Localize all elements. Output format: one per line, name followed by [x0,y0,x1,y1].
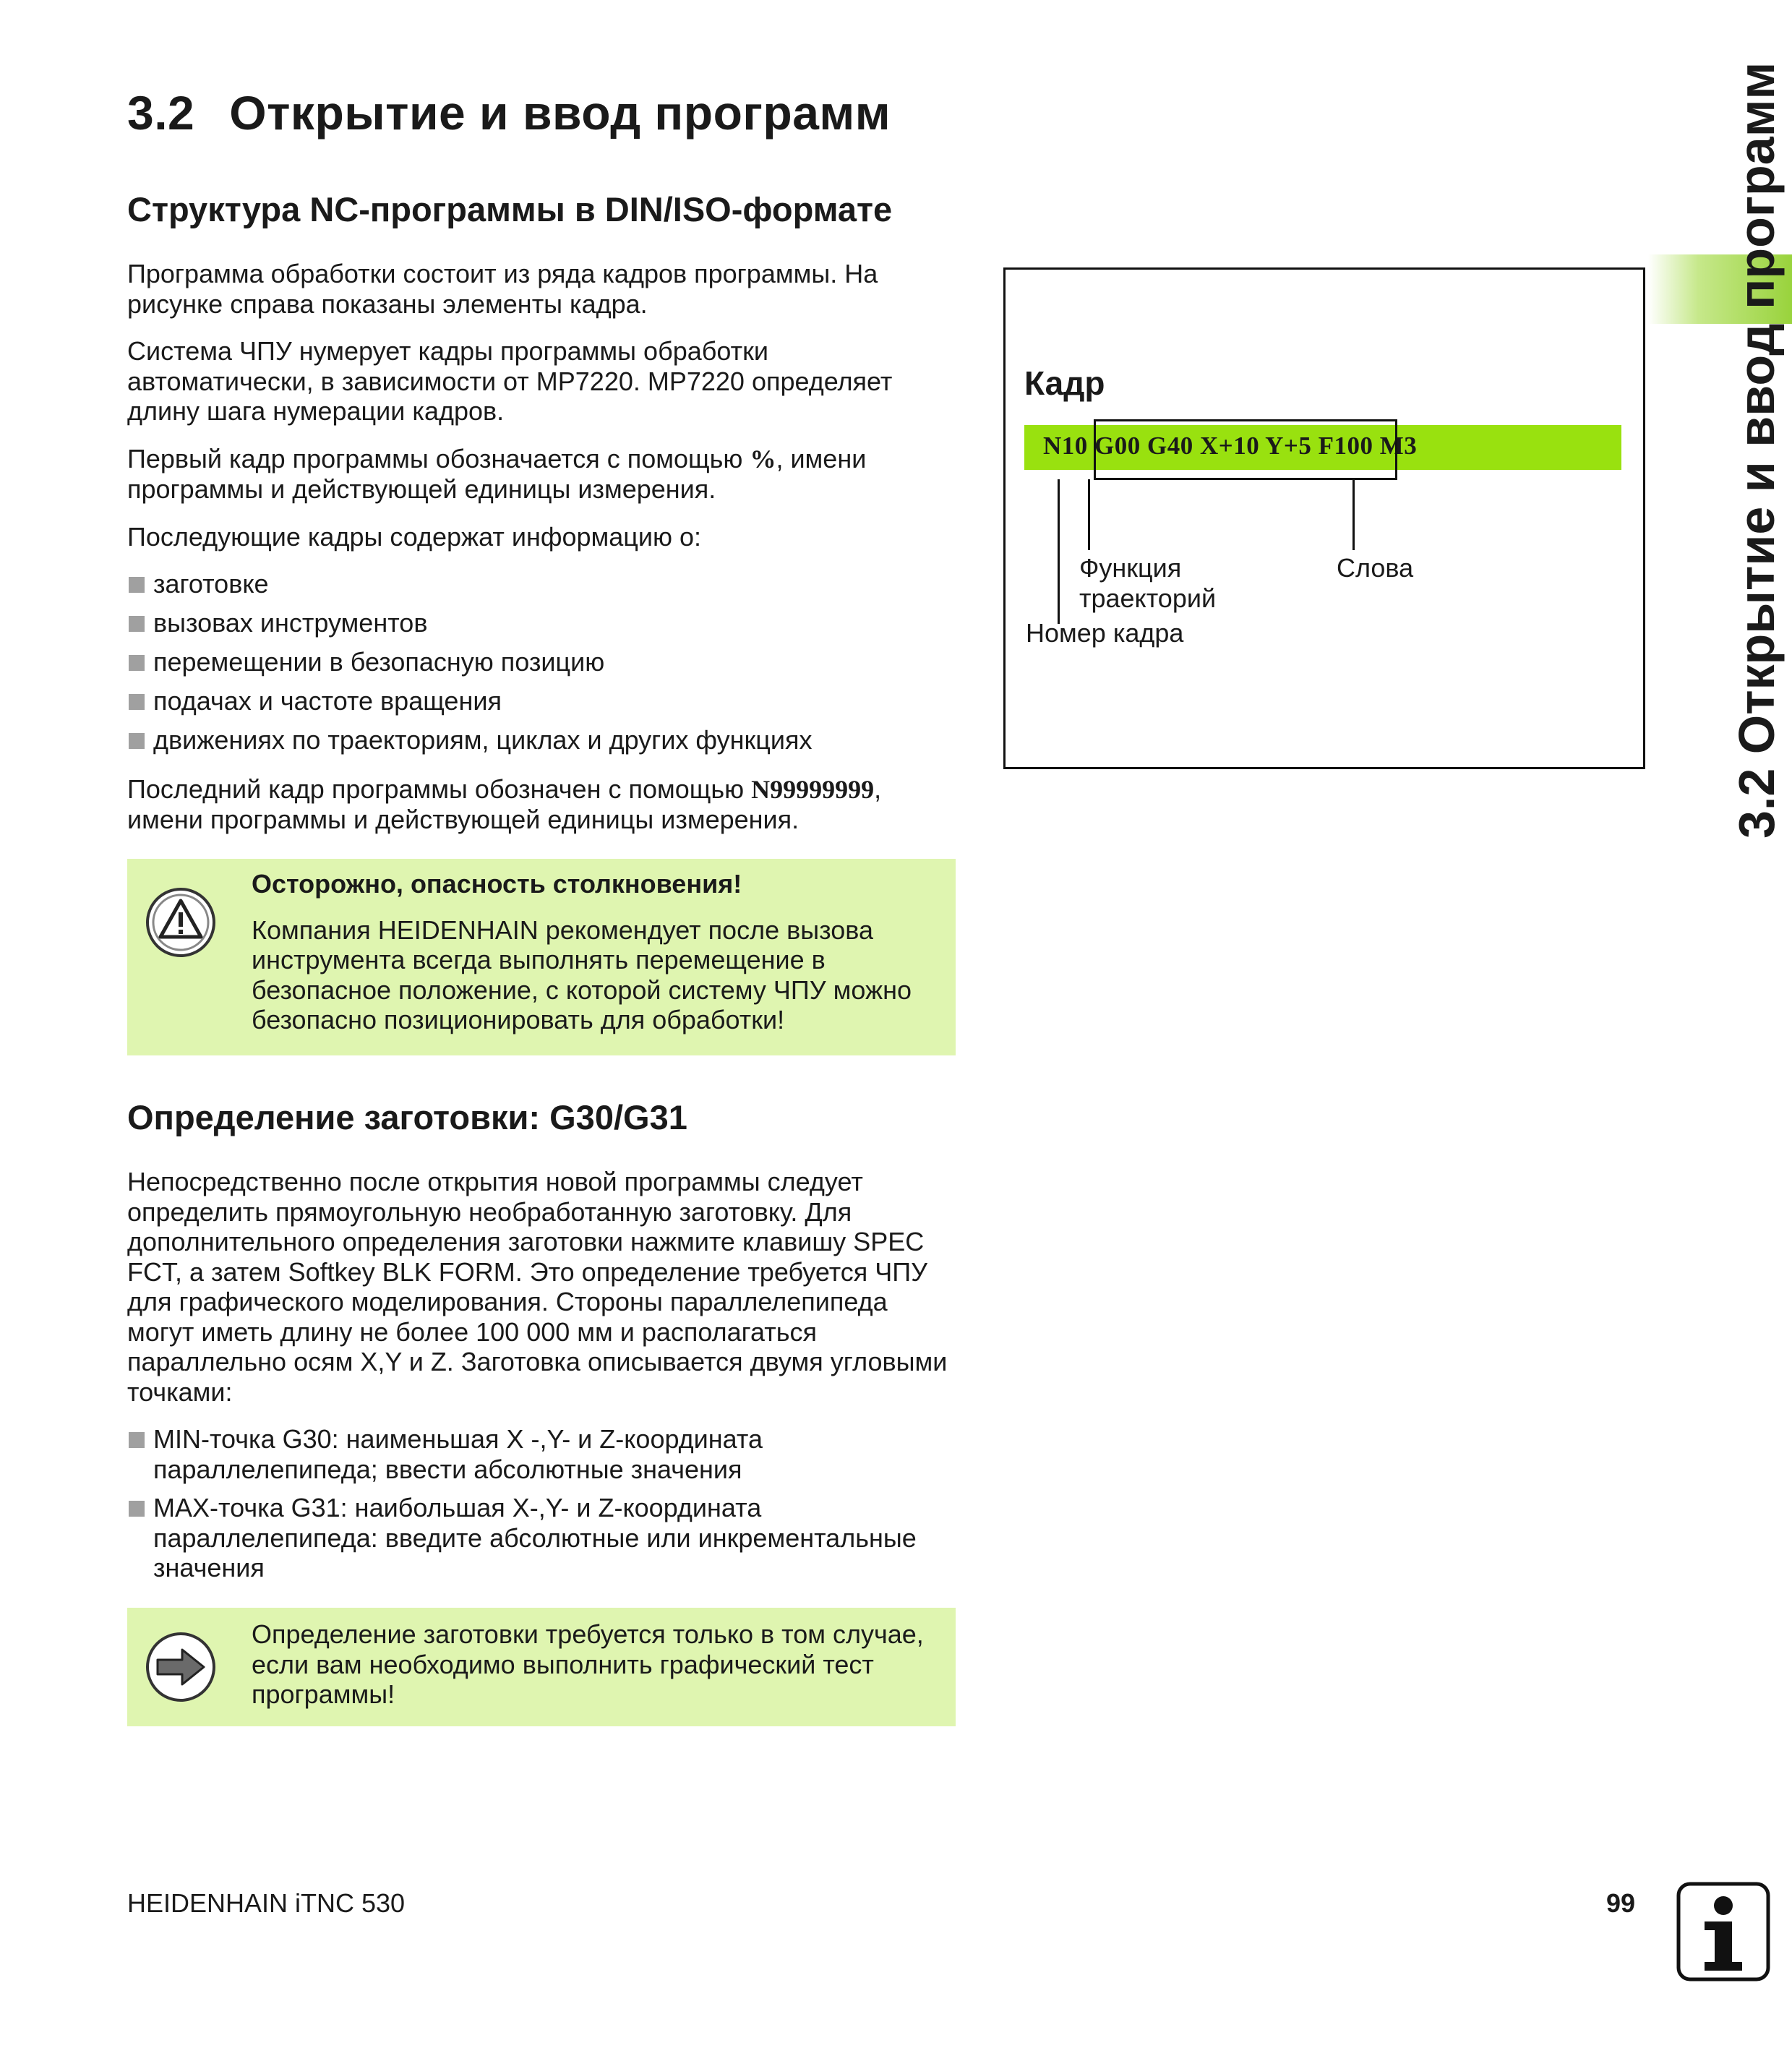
paragraph [127,774,959,835]
bullet-square-icon [129,733,145,749]
list-item-text: вызовах инструментов [153,608,428,638]
blank-def-heading: Определение заготовки: G30/G31 [127,1098,687,1136]
page-number: 99 [1606,1888,1636,1918]
path-function-label: Функция траекторий [1079,553,1217,613]
warning-text-block [252,869,938,1035]
paragraph: Система ЧПУ нумерует кадры программы обработки автоматически, в зависимости от MP7220. MP7220 определяет длину шага нумерации кадров. [127,336,893,426]
warning-note [127,859,956,1055]
list-item-text: перемещении в безопасную позицию [153,647,605,677]
words-pointer [1352,479,1355,550]
side-chapter-title: 3.2 Открытие и ввод программ [1728,61,1785,839]
list-item-text: движениях по траекториям, циклах и других функциях [153,725,813,755]
bullet-square-icon [129,616,145,632]
section-title: Открытие и ввод программ [229,86,891,140]
text: Первый кадр программы обозначается с помощью [127,443,750,474]
bullet-square-icon [129,694,145,710]
list-item-text: MAX-точка G31: наибольшая X-,Y- и Z-координата параллелепипеда: введите абсолютные или инкрементальные значения [153,1493,917,1582]
words-label: Слова [1337,553,1414,583]
list-item [127,686,959,716]
warning-title: Осторожно, опасность столкновения! [252,869,742,899]
bullet-square-icon [129,577,145,593]
list-item [127,1493,959,1583]
list-item [127,1424,959,1484]
warning-text: Компания HEIDENHAIN рекомендует после вызова инструмента всегда выполнять перемещение в безопасное положение, с которой систему ЧПУ можно безопасно позиционировать для обработки! [252,914,912,1034]
paragraph: Программа обработки состоит из ряда кадров программы. На рисунке справа показаны элементы кадра. [127,259,878,319]
list-item [127,569,959,599]
last-block-code: N99999999 [751,774,875,804]
block-number-label: Номер кадра [1026,618,1184,648]
bullet-square-icon [129,1432,145,1448]
hint-text: Определение заготовки требуется только в том случае, если вам необходимо выполнить графический тест программы! [252,1619,924,1709]
blank-def-body [127,1167,959,1583]
path-function-pointer [1088,479,1090,550]
block-figure [1003,267,1645,769]
text: , имени программы и действующей единицы измерения. [127,443,867,504]
paragraph: Непосредственно после открытия новой программы следует определить прямоугольную необработанную заготовку. Для дополнительного определения заготовки нажмите клавишу SPEC FCT, а затем Softkey BLK FORM. Это определение требуется ЧПУ для графического моделирования. Стороны параллелепипеда могут иметь длину не более 100 000 мм и располагаться параллельно осям X,Y и Z. Заготовка описывается двумя угловыми точками: [127,1167,948,1407]
arrow-right-icon [145,1631,217,1703]
corner-points-list [127,1424,959,1583]
page-title [127,85,891,140]
bullet-square-icon [129,1501,145,1517]
figure-title: Кадр [1024,364,1105,402]
text: Последний кадр программы обозначен с помощью [127,774,752,804]
list-item-text: заготовке [153,569,269,599]
block-number-pointer [1058,479,1060,624]
text: , имени программы и действующей единицы измерения. [127,774,882,834]
warning-triangle-icon [145,886,217,959]
paragraph: Последующие кадры содержат информацию о: [127,521,702,552]
din-structure-body [127,259,959,835]
list-item [127,647,959,677]
bullet-square-icon [129,655,145,671]
block-code: N10 G00 G40 X+10 Y+5 F100 M3 [1043,432,1418,460]
section-number: 3.2 [127,86,195,140]
paragraph [127,444,959,505]
list-item-text: MIN-точка G30: наименьшая X -,Y- и Z-координата параллелепипеда; ввести абсолютные значения [153,1424,763,1484]
info-list [127,569,959,755]
list-item-text: подачах и частоте вращения [153,686,502,716]
din-structure-heading: Структура NC-программы в DIN/ISO-формате [127,190,893,228]
list-item [127,725,959,755]
info-icon [1676,1881,1771,1982]
footer-product: HEIDENHAIN iTNC 530 [127,1888,406,1918]
hint-note [127,1608,956,1726]
list-item [127,608,959,638]
words-bracket [1094,419,1397,480]
percent-symbol: % [750,444,776,474]
